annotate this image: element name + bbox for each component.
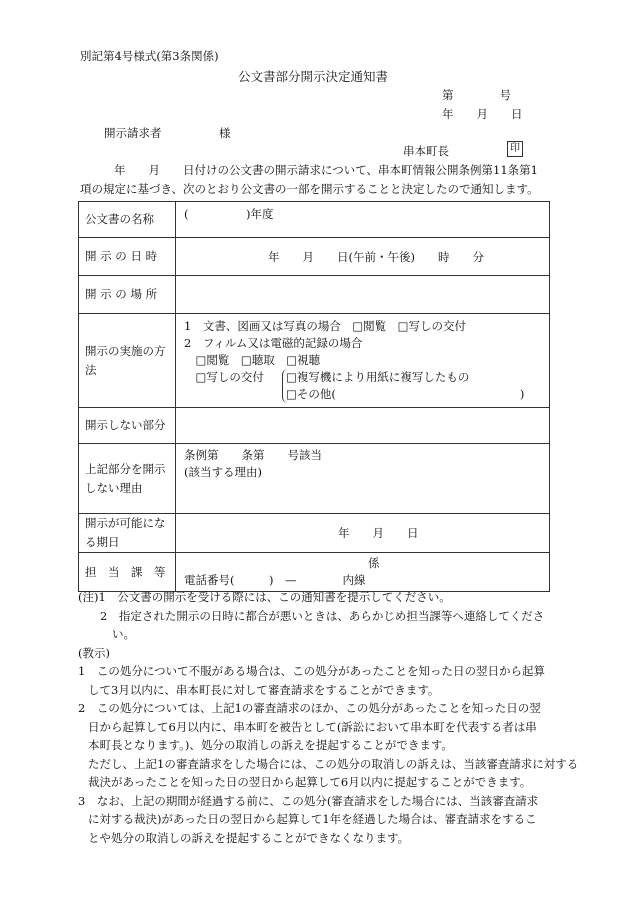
- kyoji-heading: (教示): [78, 645, 110, 660]
- label-department: 担 当 課 等: [79, 553, 176, 592]
- row-nondisclosed: [79, 408, 550, 444]
- intro-line-1: 年 月 日付けの公文書の開示請求について、串本町情報公開条例第11条第1: [114, 163, 538, 177]
- method-line-3: □閲覧 □聴取 □視聴: [184, 353, 321, 367]
- note-2-line-2: い。: [112, 627, 135, 641]
- value-possible-date: 年 月 日: [176, 514, 550, 553]
- recipient: 開示請求者 様: [104, 126, 231, 140]
- value-department: [176, 553, 550, 592]
- value-datetime: 年 月 日(午前・午後) 時 分: [176, 238, 550, 276]
- row-method: [79, 314, 550, 408]
- notice-date: 年 月 日: [442, 107, 523, 121]
- row-document-name: [79, 202, 550, 238]
- label-reason: 上記部分を開示しない理由: [79, 444, 176, 514]
- kyoji-1-line-1: 1 この処分について不服がある場合は、この処分があったことを知った日の翌日から起算: [78, 664, 545, 678]
- method-option-photocopy: □複写機により用紙に複写したもの: [286, 370, 470, 384]
- kyoji-2-line-5: 裁決があったことを知った日の翌日から起算して6月以内に提起することができます。: [88, 775, 532, 789]
- method-copy-bracket: [282, 369, 524, 403]
- seal-mark: 印: [507, 141, 523, 157]
- kyoji-2-line-3: 本町長となります。)、処分の取消しの訴えを提起することができます。: [88, 738, 453, 752]
- value-place: [176, 276, 550, 314]
- value-reason: [176, 444, 550, 514]
- disclosure-table: [78, 201, 550, 592]
- label-possible-date: 開示が可能になる期日: [79, 514, 176, 553]
- reason-line-1: 条例第 条第 号該当: [184, 448, 322, 462]
- method-line-1: 1 文書、図画又は写真の場合 □閲覧 □写しの交付: [184, 319, 467, 333]
- document-number: 第 号: [442, 88, 511, 102]
- page-title: 公文書部分開示決定通知書: [238, 69, 389, 84]
- intro-line-2: 項の規定に基づき、次のとおり公文書の一部を開示することと決定したので通知します。: [80, 182, 539, 196]
- label-datetime: 開 示 の 日 時: [79, 238, 176, 276]
- label-nondisclosed: 開示しない部分: [79, 408, 176, 444]
- kyoji-2-line-4: ただし、上記1の審査請求をした場合には、この処分の取消しの訴えは、当該審査請求に対する: [88, 756, 579, 771]
- value-nondisclosed: [176, 408, 550, 444]
- value-method: [176, 314, 550, 408]
- kyoji-3-line-1: 3 なお、上記の期間が経過する前に、この処分(審査請求をした場合には、当該審査請求: [78, 793, 539, 808]
- method-copy-options: [184, 369, 541, 403]
- label-document-name: 公文書の名称: [79, 202, 176, 238]
- kyoji-1-line-2: して3月以内に、串本町長に対して審査請求をすることができます。: [88, 682, 440, 697]
- department-phone: 電話番号( ) — 内線: [184, 573, 366, 587]
- kyoji-3-line-2: に対する裁決)があった日の翌日から起算して1年を経過した場合は、審査請求をするこ: [88, 812, 537, 826]
- row-datetime: [79, 238, 550, 276]
- department-section: 係: [368, 556, 380, 570]
- value-document-name: ( )年度: [176, 202, 550, 238]
- row-reason: [79, 444, 550, 514]
- kyoji-2-line-2: 日から起算して6月以内に、串本町を被告として(訴訟において串本町を代表する者は串: [88, 719, 537, 734]
- method-option-other: □その他( ): [286, 387, 525, 401]
- note-2-line-1: 2 指定された開示の日時に都合が悪いときは、あらかじめ担当課等へ連絡してくださ: [100, 608, 545, 623]
- row-place: [79, 276, 550, 314]
- reason-line-2: (該当する理由): [184, 465, 262, 479]
- note-1: (注)1 公文書の開示を受ける際には、この通知書を提示してください。: [78, 590, 451, 604]
- issuer: 串本町長: [403, 144, 449, 158]
- label-place: 開 示 の 場 所: [79, 276, 176, 314]
- label-method: 開示の実施の方法: [79, 314, 176, 408]
- method-line-2: 2 フィルム又は電磁的記録の場合: [184, 336, 363, 350]
- row-department: [79, 553, 550, 592]
- kyoji-2-line-1: 2 この処分については、上記1の審査請求のほか、この処分があったことを知った日の翌: [78, 701, 541, 715]
- form-id: 別記第4号様式(第3条関係): [80, 49, 219, 63]
- notes-section: [78, 588, 579, 847]
- row-possible-date: [79, 514, 550, 553]
- method-copy: □写しの交付: [184, 370, 264, 384]
- kyoji-3-line-3: とや処分の取消しの訴えを提起することができなくなります。: [88, 830, 410, 845]
